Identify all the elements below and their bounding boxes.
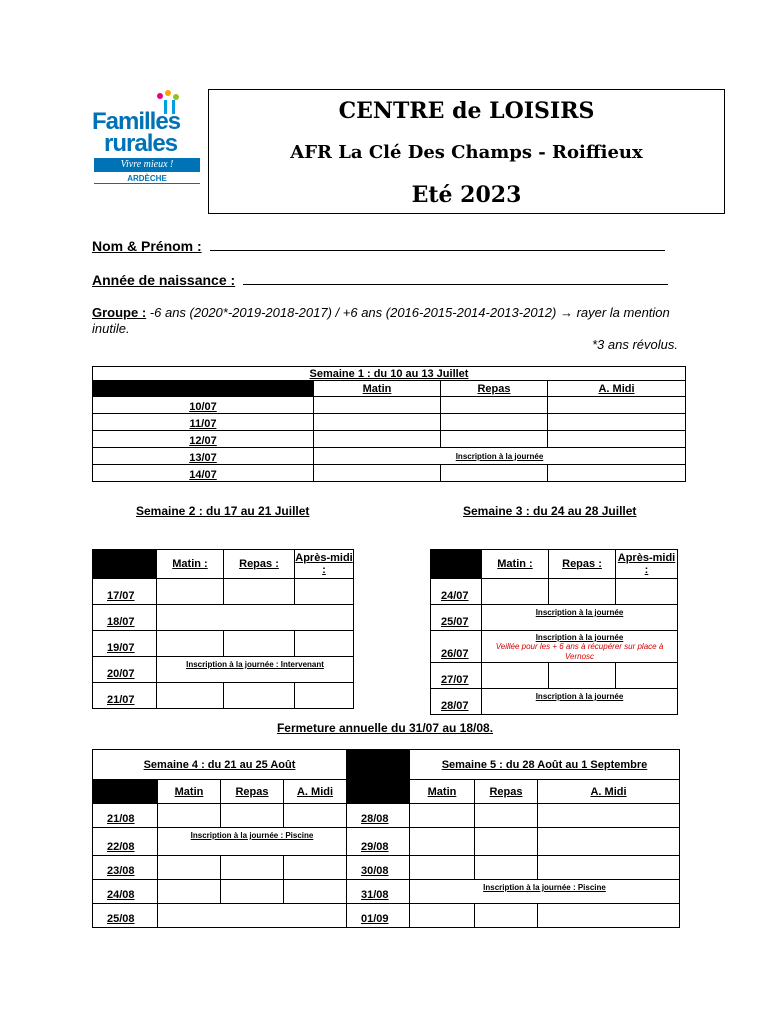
week1-col-repas: Repas (441, 381, 548, 397)
week3-date: 27/07 (431, 663, 482, 689)
week5-date: 31/08 (347, 880, 410, 904)
week1-date: 13/07 (93, 448, 314, 465)
group-text: -6 ans (2020*-2019-2018-2017) / +6 ans (2016-2015-2014-2013-2012) → rayer la mention inutile. (92, 305, 670, 336)
week4-col-matin: Matin (158, 780, 221, 804)
week3-note: Inscription à la journée (535, 608, 624, 617)
week5-date: 30/08 (347, 856, 410, 880)
week3-date: 24/07 (431, 579, 482, 605)
logo-tagline: Vivre mieux ! (94, 158, 200, 172)
week3-note: Inscription à la journée (535, 692, 624, 701)
week4-title: Semaine 4 : du 21 au 25 Août (93, 750, 347, 780)
season: Eté 2023 (411, 182, 522, 208)
week1-date: 11/07 (93, 414, 314, 431)
week5-col-matin: Matin (410, 780, 475, 804)
week4-date: 25/08 (93, 904, 158, 928)
closure-notice: Fermeture annuelle du 31/07 au 18/08. (276, 721, 494, 735)
week4-note: Inscription à la journée : Piscine (190, 831, 314, 840)
week5-date: 29/08 (347, 828, 410, 856)
week2-date: 17/07 (93, 579, 157, 605)
logo (88, 88, 204, 188)
week1-note: Inscription à la journée (455, 451, 544, 461)
week4-date: 22/08 (93, 828, 158, 856)
week2-date: 20/07 (93, 657, 157, 683)
week4-5-table (92, 749, 680, 928)
week3-col-repas: Repas : (549, 550, 616, 579)
week3-title: Semaine 3 : du 24 au 28 Juillet (463, 504, 637, 518)
week2-date: 19/07 (93, 631, 157, 657)
week2-col-matin: Matin : (157, 550, 224, 579)
week1-date: 12/07 (93, 431, 314, 448)
week1-date: 10/07 (93, 397, 314, 414)
week1-title: Semaine 1 : du 10 au 13 Juillet (93, 367, 686, 381)
name-field[interactable] (92, 238, 665, 254)
week5-title: Semaine 5 : du 28 Août au 1 Septembre (410, 750, 680, 780)
birth-field[interactable] (92, 272, 668, 288)
week4-date: 21/08 (93, 804, 158, 828)
group-label: Groupe : (92, 305, 147, 320)
week3-note-red: Veillée pour les + 6 ans à récupérer sur place à Vernosc (495, 642, 664, 661)
logo-line2: rurales (104, 130, 178, 157)
week1-col-amidi: A. Midi (548, 381, 686, 397)
footnote: *3 ans révolus. (592, 337, 678, 352)
week1-col-matin: Matin (314, 381, 441, 397)
week5-date: 01/09 (347, 904, 410, 928)
week4-date: 24/08 (93, 880, 158, 904)
week1-date: 14/07 (93, 465, 314, 482)
week2-col-repas: Repas : (224, 550, 295, 579)
week1-table (92, 366, 686, 482)
page-subtitle: AFR La Clé Des Champs - Roiffieux (290, 142, 643, 163)
birth-label: Année de naissance : (92, 272, 236, 288)
week3-note: Inscription à la journée (535, 633, 624, 642)
header-box (208, 89, 725, 214)
week5-note: Inscription à la journée : Piscine (483, 883, 606, 892)
birth-line[interactable] (243, 272, 668, 285)
week2-col-apresmidi: Après-midi : (295, 550, 354, 579)
week5-col-repas: Repas (475, 780, 538, 804)
week4-date: 23/08 (93, 856, 158, 880)
week3-table (430, 549, 678, 715)
week3-date: 28/07 (431, 689, 482, 715)
group-field (92, 305, 682, 337)
week3-date: 25/07 (431, 605, 482, 631)
logo-region: ARDÈCHE (94, 174, 200, 184)
logo-line1: Familles (92, 108, 181, 135)
week5-date: 28/08 (347, 804, 410, 828)
name-label: Nom & Prénom : (92, 238, 202, 254)
week4-col-repas: Repas (221, 780, 284, 804)
week2-table (92, 549, 354, 709)
week4-col-amidi: A. Midi (284, 780, 347, 804)
week2-date: 21/07 (93, 683, 157, 709)
week3-date: 26/07 (431, 631, 482, 663)
week2-title: Semaine 2 : du 17 au 21 Juillet (136, 504, 310, 518)
week2-date: 18/07 (93, 605, 157, 631)
page-title: CENTRE de LOISIRS (338, 98, 595, 124)
week2-note: Inscription à la journée : Intervenant (186, 660, 324, 669)
week5-col-amidi: A. Midi (538, 780, 680, 804)
week3-col-apresmidi: Après-midi : (616, 550, 678, 579)
name-line[interactable] (210, 238, 665, 251)
week3-col-matin: Matin : (482, 550, 549, 579)
